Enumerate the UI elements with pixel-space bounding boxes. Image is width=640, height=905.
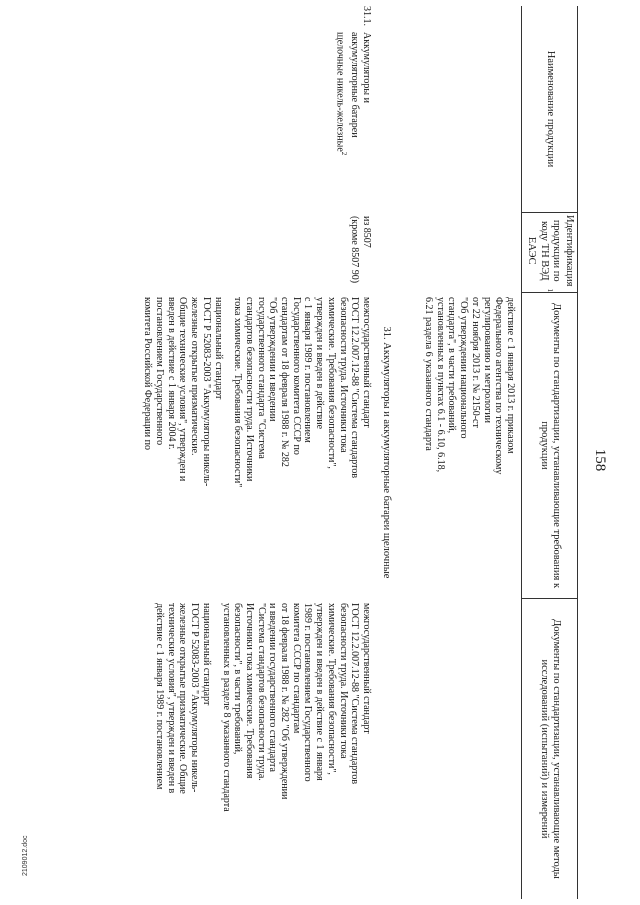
row-test-methods-docs: межгосударственный стандарт ГОСТ 12.2.007.12-88 "Система стандартов безопасности труда. Источники тока химические. Требования безопасности", утвержден и введен в действие с 1 января 1989 г. постановлением Государственного комитета СССР по стандартам от 18 февраля 1988 г. № 282 "Об утверждении и введении государственного стандарта "Система стандартов безопасности труда. Источники тока химические. Требования безопасности", в части требований, установленных в разделе 8 указанного стандарта национальный стандарт ГОСТ Р 52083-2003 "Аккумуляторы никель- железные открытые призматические. Общие технические условия", утвержден и введен в действие с 1 января 1989 г. постановлением (154, 603, 372, 812)
header-product-name: Наименование продукции (545, 50, 557, 168)
header-requirements-docs: Документы по стандартизации, устанавливающие требования к продукции (539, 302, 563, 589)
header-tnved-code-text: Идентификация продукции по коду ТН ВЭД ЕАЭС (526, 214, 575, 287)
row-product-name: 31.1.Аккумуляторы и аккумуляторные батареи щелочные никель-железные$^2$ (334, 6, 372, 206)
row-requirements-docs: межгосударственный стандарт ГОСТ 12.2.007.12-88 "Система стандартов безопасности труда. Источники тока химические. Требования безопасности", утвержден и введен в действие с 1 января 1989 г. постановлением Государственного комитета СССР по стандартам от 18 февраля 1988 г. № 282 "Об утверждении и введении государственного стандарта "Система стандартов безопасности труда. Источники тока химические. Требования безопасности" национальный стандарт ГОСТ Р 52083-2003 "Аккумуляторы никель- железные открытые призматические. Общие технические условия", утвержден и введен в действие с 1 января 2004 г. постановлением Государственного комитета Российской Федерации по (142, 297, 372, 488)
row-tnved-code: из 8507 (кроме 8507 90) (349, 216, 372, 284)
row-number: 31.1. (361, 6, 372, 26)
document-footer-id: 2109012.doc (22, 835, 29, 876)
section-heading: 31. Аккумуляторы и аккумуляторные батареи щелочные (381, 326, 392, 579)
row-name-line-0: Аккумуляторы и (361, 32, 372, 103)
header-tnved-code (522, 213, 578, 292)
row-number-line (360, 6, 372, 206)
continuation-text: действие с 1 января 2013 г. приказом Федерального агентства по техническому регулированию и метрологии от 22 ноября 2013 г. № 2150-ст "Об утверждении национального стандарта", в части требований, установленных в пунктах 6.1 - 6.10, 6.18, 6.21 раздела 6 указанного стандарта (423, 297, 516, 475)
page-number: 158 (592, 448, 608, 472)
header-tnved-code-footnote: 1 (546, 288, 555, 292)
header-test-methods-docs: Документы по стандартизации, устанавливающие методы исследований (испытаний) и измерений (539, 619, 563, 879)
